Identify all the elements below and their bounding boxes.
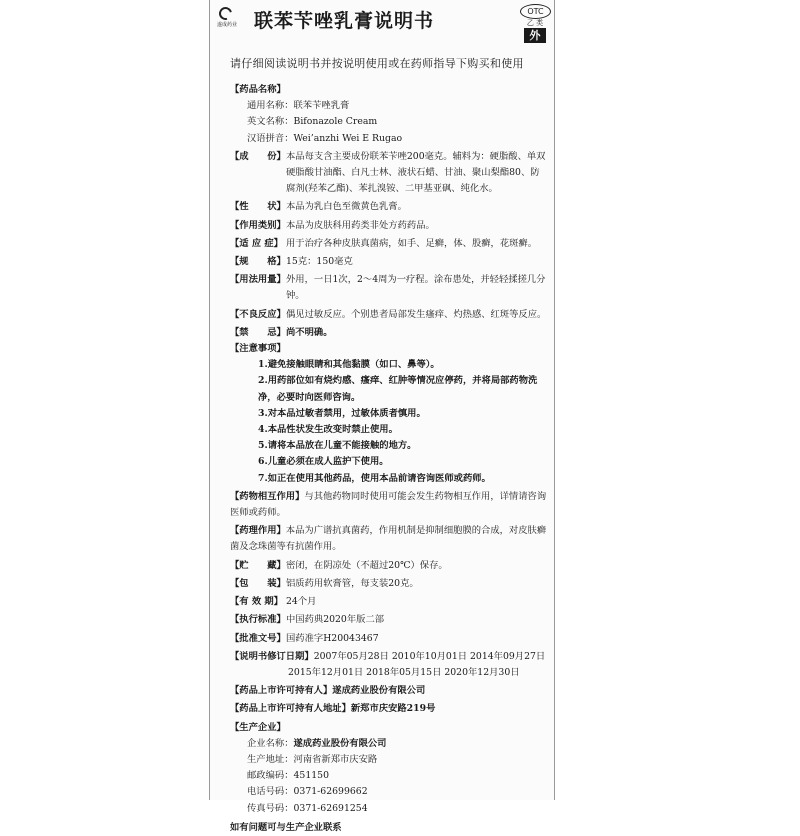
section-character <box>230 199 548 215</box>
precaution-item: 1.避免接触眼睛和其他黏膜（如口、鼻等）。 <box>258 359 440 371</box>
section-value: 铝质药用软膏管，每支装20克。 <box>286 577 419 589</box>
section-value: 外用，一日1次，2～4周为一疗程。涂布患处，并轻轻揉搓几分钟。 <box>286 274 546 302</box>
section-label: 【包 装】 <box>230 577 286 589</box>
field-label: 通用名称： <box>247 100 294 112</box>
document-title: 联苯苄唑乳膏说明书 <box>254 10 435 32</box>
field-value: Wei’anzhi Wei E Rugao <box>293 132 403 144</box>
section-value: 与其他药物同时使用可能会发生药物相互作用，详情请咨询医师或药师。 <box>230 490 547 519</box>
field-value: 联苯苄唑乳膏 <box>293 100 350 112</box>
section-label: 【性 状】 <box>230 201 286 213</box>
precaution-item: 5.请将本品放在儿童不能接触的地方。 <box>258 440 417 452</box>
revision-dates-line-2: 2015年12月01日 2018年05月15日 2020年12月30日 <box>288 666 520 678</box>
otc-badge <box>518 4 552 44</box>
section-label: 【规 格】 <box>230 256 286 268</box>
section-value: 本品为乳白色至微黄色乳膏。 <box>286 201 407 213</box>
section-label: 【不良反应】 <box>230 308 286 320</box>
section-adverse <box>230 307 548 323</box>
section-label: 【说明书修订日期】 <box>230 650 314 662</box>
field-value: 451150 <box>293 770 329 782</box>
field-value: Bifonazole Cream <box>293 116 378 128</box>
revision-dates-line-1: 2007年05月28日 2010年10月01日 2014年09月27日 <box>313 650 546 662</box>
precaution-item: 3.对本品过敏者禁用，过敏体质者慎用。 <box>258 407 426 419</box>
section-usage <box>230 272 548 304</box>
section-ingredients <box>230 149 548 198</box>
section-label: 【注意事项】 <box>230 343 286 355</box>
section-label: 【作用类别】 <box>230 219 286 231</box>
field-value: 河南省新郑市庆安路 <box>293 753 378 765</box>
section-value: 中国药典2020年版二部 <box>286 614 385 626</box>
section-contraindications <box>230 325 548 341</box>
precaution-item: 2.用药部位如有烧灼感、瘙痒、红肿等情况应停药，并将局部药物洗净，必要时向医师咨询。 <box>258 375 538 403</box>
section-holder-address <box>230 701 548 717</box>
leaflet-sheet <box>209 0 555 833</box>
section-revision <box>230 649 548 681</box>
company-logo-icon <box>216 7 236 29</box>
phone-row <box>230 784 548 800</box>
field-value: 0371-62699662 <box>293 786 368 798</box>
precaution-item: 7.如正在使用其他药品，使用本品前请咨询医师或药师。 <box>258 472 491 484</box>
section-indication <box>230 236 548 252</box>
section-spec <box>230 254 548 270</box>
english-name-row <box>230 114 548 130</box>
section-standard <box>230 612 548 628</box>
section-value: 24个月 <box>286 596 317 608</box>
usage-notice: 请仔细阅读说明书并按说明使用或在药师指导下购买和使用 <box>230 57 524 70</box>
field-label: 汉语拼音： <box>247 132 294 144</box>
leaflet-content <box>230 82 548 836</box>
otc-class: 乙 类 <box>526 19 544 27</box>
precaution-item: 4.本品性状发生改变时禁止使用。 <box>258 424 398 436</box>
section-value: 本品每支含主要成份联苯苄唑200毫克。辅料为：硬脂酸、单双硬脂酸甘油酯、白凡士林、液状石蜡、甘油、聚山梨酯80、防腐剂(羟苯乙酯)、苯扎溴铵、二甲基亚砜、纯化水。 <box>286 150 546 195</box>
precaution-item: 6.儿童必须在成人监护下使用。 <box>258 456 389 468</box>
field-label: 英文名称： <box>247 116 294 128</box>
manufacturer-address-row <box>230 752 548 768</box>
section-category <box>230 218 548 234</box>
section-label: 【用法用量】 <box>230 274 286 286</box>
contact-footer: 如有问题可与生产企业联系 <box>230 821 342 833</box>
section-label: 【药品上市许可持有人】 <box>230 685 333 697</box>
field-label: 企业名称： <box>247 737 294 749</box>
section-value: 国药准字H20043467 <box>286 632 379 644</box>
otc-label: OTC <box>520 4 551 19</box>
section-value: 15克：150毫克 <box>286 256 353 268</box>
section-label: 【药理作用】 <box>230 525 286 537</box>
section-pharmacology <box>230 523 548 555</box>
section-approval <box>230 631 548 647</box>
field-label: 生产地址： <box>247 753 294 765</box>
pinyin-row <box>230 131 548 147</box>
section-value: 遂成药业股份有限公司 <box>332 685 426 697</box>
section-label: 【贮 藏】 <box>230 559 286 571</box>
section-label: 【禁 忌】 <box>230 326 286 338</box>
common-name-row <box>230 98 548 114</box>
section-drug-name <box>230 82 548 147</box>
section-holder <box>230 683 548 699</box>
logo-mark <box>217 5 235 23</box>
field-label: 邮政编码： <box>247 770 294 782</box>
section-label: 【执行标准】 <box>230 614 286 626</box>
section-value: 本品为皮肤科用药类非处方药药品。 <box>286 219 435 231</box>
section-precautions <box>230 341 548 487</box>
section-interaction <box>230 489 548 521</box>
section-value: 用于治疗各种皮肤真菌病，如手、足癣，体、股癣，花斑癣。 <box>286 237 538 249</box>
field-value: 0371-62691254 <box>293 802 368 814</box>
section-label: 【成 份】 <box>230 150 286 162</box>
section-value: 偶见过敏反应。个别患者局部发生瘙痒、灼热感、红斑等反应。 <box>286 308 547 320</box>
section-value: 新郑市庆安路219号 <box>350 703 436 715</box>
section-validity <box>230 594 548 610</box>
section-manufacturer <box>230 720 548 817</box>
field-value: 遂成药业股份有限公司 <box>293 737 387 749</box>
section-label: 【生产企业】 <box>230 721 286 733</box>
section-label: 【药物相互作用】 <box>230 490 305 502</box>
section-storage <box>230 558 548 574</box>
field-label: 电话号码： <box>247 786 294 798</box>
zip-row <box>230 768 548 784</box>
section-package <box>230 576 548 592</box>
section-value: 本品为广谱抗真菌药，作用机制是抑制细胞膜的合成，对皮肤癣菌及念珠菌等有抗菌作用。 <box>230 525 547 553</box>
section-value: 密闭，在阴凉处（不超过20℃）保存。 <box>286 559 448 571</box>
section-value: 尚不明确。 <box>286 326 333 338</box>
section-label: 【适 应 症】 <box>230 237 283 249</box>
external-use-badge: 外 <box>524 28 546 43</box>
logo-text: 遂成药业 <box>216 22 237 28</box>
fax-row <box>230 801 548 817</box>
section-label: 【药品名称】 <box>230 84 286 95</box>
field-label: 传真号码： <box>247 802 294 814</box>
section-label: 【药品上市许可持有人地址】 <box>230 703 351 715</box>
manufacturer-name-row <box>230 736 548 752</box>
section-label: 【批准文号】 <box>230 632 286 644</box>
section-label: 【有 效 期】 <box>230 596 283 608</box>
